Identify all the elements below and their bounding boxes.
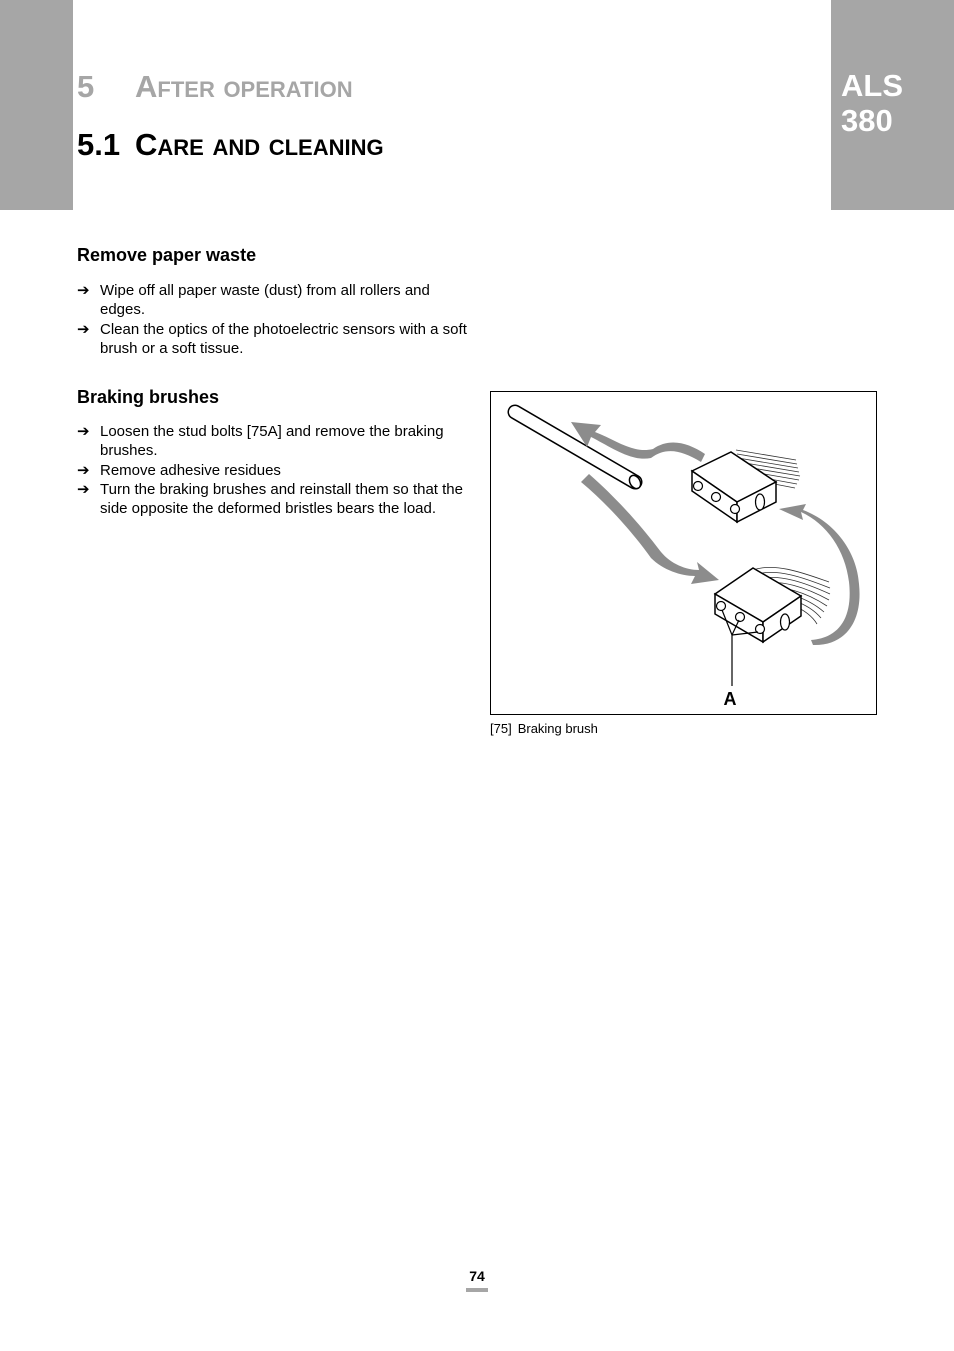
figure-caption [490, 721, 598, 736]
product-name [841, 68, 903, 138]
list-item [77, 461, 467, 480]
list-item [77, 422, 467, 461]
arrow-icon: ➔ [77, 282, 90, 299]
lower-brush-shape [715, 567, 830, 642]
header-left-bar [0, 0, 73, 210]
braking-brushes-heading: Braking brushes [77, 387, 220, 407]
arrow-icon: ➔ [77, 320, 90, 338]
chapter-number: 5 [77, 69, 95, 104]
figure-caption-number: [75] [490, 721, 512, 736]
product-name-line2: 380 [841, 103, 893, 138]
section-title: Care and cleaning [135, 127, 384, 162]
braking-brush-illustration [491, 392, 876, 714]
chapter-heading [77, 68, 353, 106]
product-name-line1: ALS [841, 68, 903, 103]
arrow-icon: ➔ [77, 461, 90, 479]
list-item-text: Remove adhesive residues [100, 461, 281, 479]
section-heading [77, 126, 384, 164]
braking-brushes-list [77, 422, 467, 518]
remove-paper-waste-list [77, 281, 467, 358]
upper-brush-shape [692, 450, 800, 522]
chapter-title: After operation [135, 69, 353, 104]
list-item-text: Turn the braking brushes and reinstall them so that the side opposite the deformed bristles bears the load. [100, 480, 463, 518]
braking-brush-figure [490, 391, 877, 715]
figure-caption-text: Braking brush [517, 721, 598, 736]
list-item-text: Wipe off all paper waste (dust) from all rollers and edges. [100, 282, 430, 319]
list-item [77, 320, 467, 359]
remove-paper-waste-heading: Remove paper waste [77, 245, 257, 265]
arrow-icon: ➔ [77, 423, 90, 440]
list-item-text: Loosen the stud bolts [75A] and remove the braking brushes. [100, 423, 444, 460]
arrow-icon: ➔ [77, 480, 90, 498]
page-number: 74 [469, 1268, 485, 1284]
list-item [77, 480, 467, 519]
list-item-text: Clean the optics of the photoelectric sensors with a soft brush or a soft tissue. [100, 320, 467, 357]
list-item [77, 281, 467, 320]
page-number-rule [466, 1288, 488, 1292]
callout-label-a: A [723, 689, 737, 709]
section-number: 5.1 [77, 127, 121, 162]
